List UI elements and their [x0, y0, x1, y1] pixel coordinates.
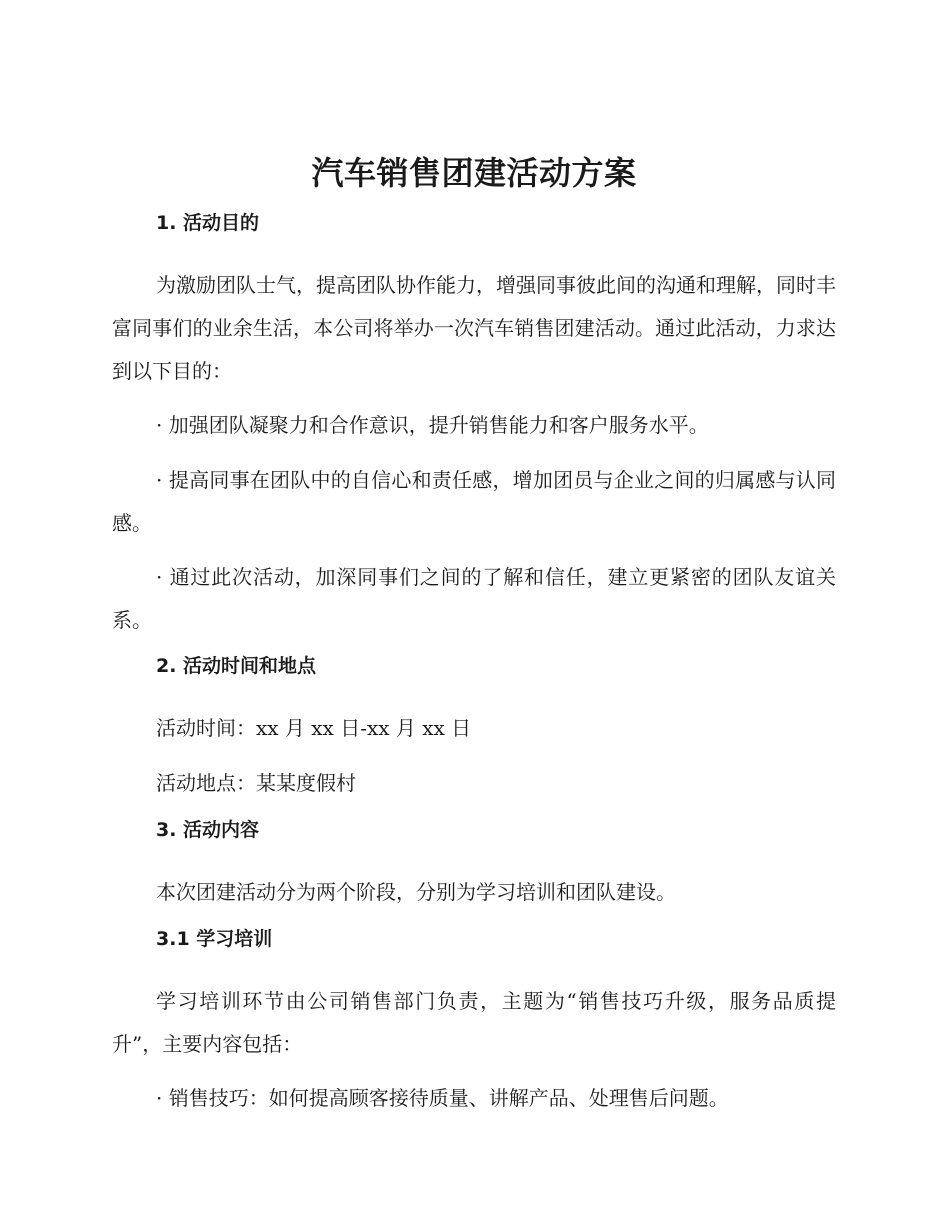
document-page — [112, 150, 836, 1132]
document-title: 汽车销售团建活动方案 — [311, 154, 637, 192]
purpose-bullet: · 提高同事在团队中的自信心和责任感，增加团员与企业之间的归属感与认同感。 — [112, 468, 836, 535]
purpose-paragraph: 为激励团队士气，提高团队协作能力，增强同事彼此间的沟通和理解，同时丰富同事们的业余生活，本公司将举办一次汽车销售团建活动。通过此活动，力求达到以下目的： — [112, 273, 836, 383]
training-bullet: · 销售技巧：如何提高顾客接待质量、讲解产品、处理售后问题。 — [156, 1086, 729, 1110]
section-heading-purpose: 1. 活动目的 — [156, 212, 260, 234]
section-heading-content: 3. 活动内容 — [156, 819, 260, 841]
activity-place: 活动地点：某某度假村 — [156, 771, 356, 795]
purpose-bullet: · 通过此次活动，加深同事们之间的了解和信任，建立更紧密的团队友谊关系。 — [112, 565, 836, 632]
section-heading-time-place: 2. 活动时间和地点 — [156, 655, 317, 677]
training-paragraph: 学习培训环节由公司销售部门负责，主题为“销售技巧升级，服务品质提升”，主要内容包括： — [112, 989, 836, 1056]
purpose-bullet: · 加强团队凝聚力和合作意识，提升销售能力和客户服务水平。 — [156, 413, 709, 437]
subsection-heading-training: 3.1 学习培训 — [156, 928, 273, 950]
activity-time: 活动时间：xx 月 xx 日-xx 月 xx 日 — [156, 716, 472, 740]
content-paragraph: 本次团建活动分为两个阶段，分别为学习培训和团队建设。 — [156, 880, 676, 904]
